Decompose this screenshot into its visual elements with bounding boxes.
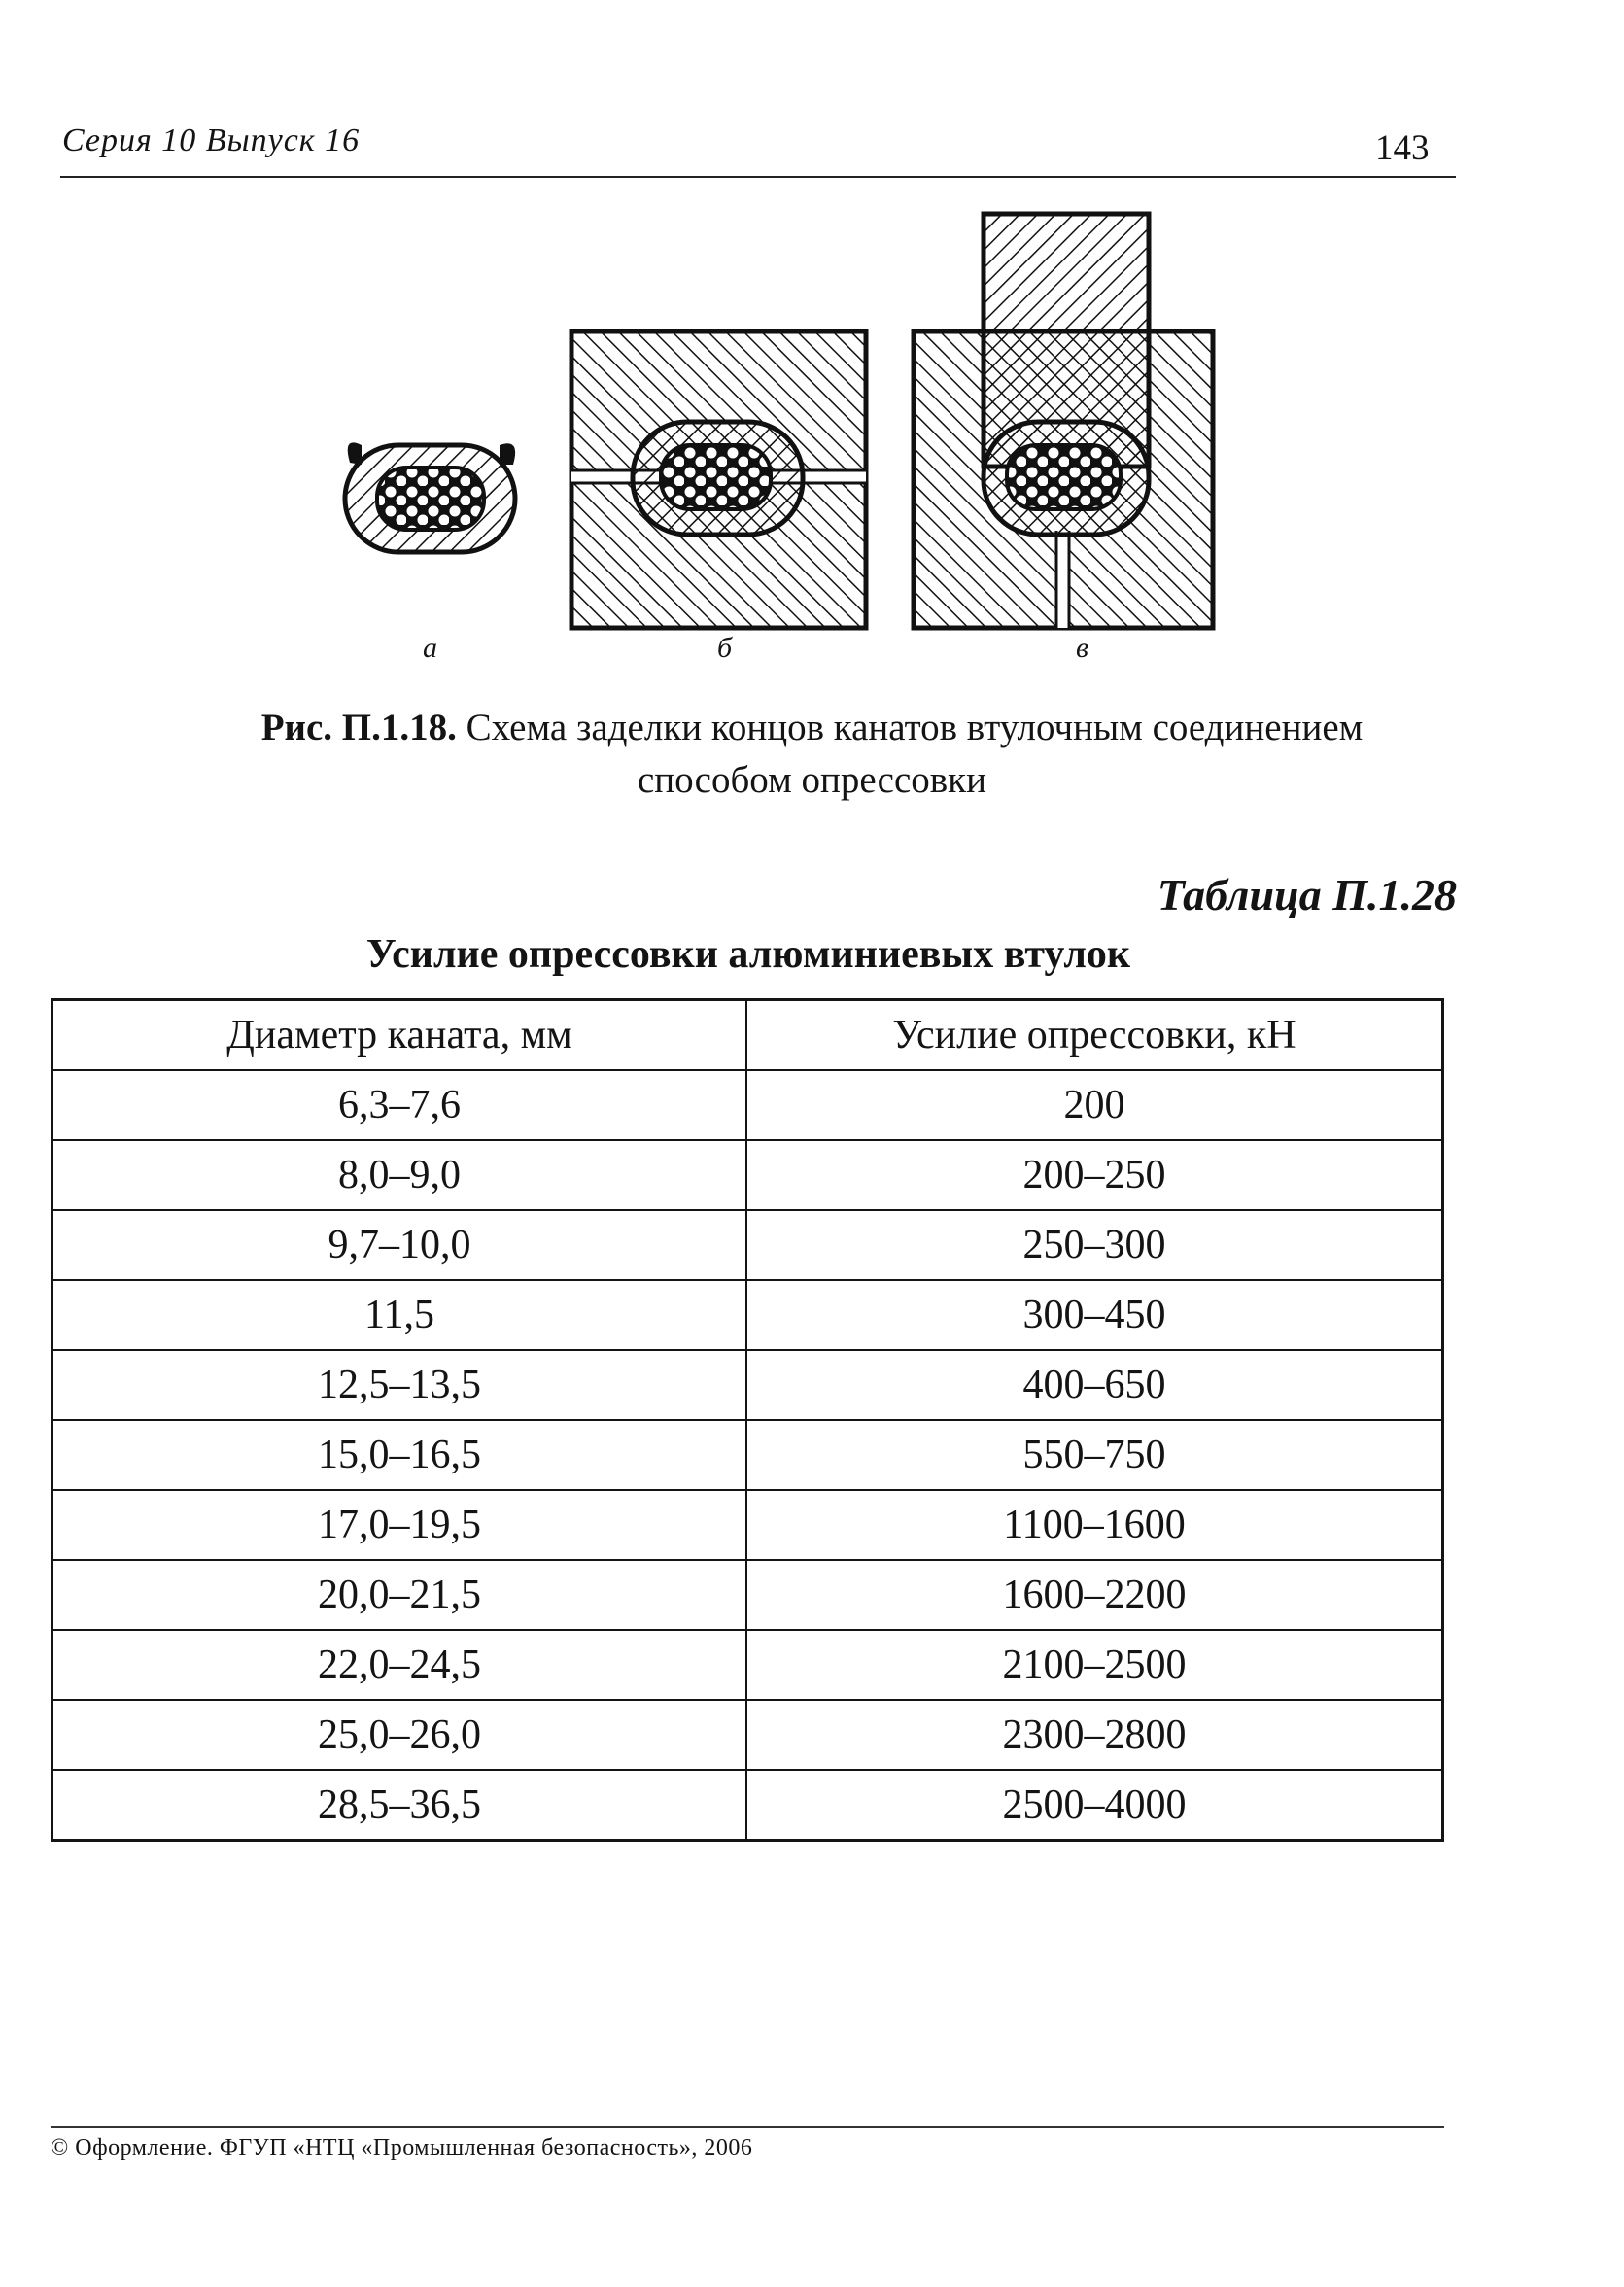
diameter-cell: 9,7–10,0 [52, 1210, 747, 1280]
table-row [52, 1210, 1443, 1280]
table-row [52, 1490, 1443, 1560]
rope-sleeve-figure [0, 0, 1624, 680]
header-series: Серия 10 Выпуск 16 [62, 122, 361, 158]
table-row [52, 1770, 1443, 1841]
header-diameter: Диаметр каната, мм [52, 1000, 747, 1071]
force-cell: 1600–2200 [746, 1560, 1443, 1630]
force-cell: 2100–2500 [746, 1630, 1443, 1700]
figure-label-b: б [717, 632, 733, 664]
figure-label-a: а [423, 632, 437, 664]
force-cell: 200–250 [746, 1140, 1443, 1210]
diameter-cell: 11,5 [52, 1280, 747, 1350]
table-header-row [52, 1000, 1443, 1071]
table-row [52, 1560, 1443, 1630]
diameter-cell: 6,3–7,6 [52, 1070, 747, 1140]
diameter-cell: 17,0–19,5 [52, 1490, 747, 1560]
header-force: Усилие опрессовки, кН [746, 1000, 1443, 1071]
diameter-cell: 25,0–26,0 [52, 1700, 747, 1770]
table-label: Таблица П.1.28 [1157, 870, 1457, 919]
force-cell: 2500–4000 [746, 1770, 1443, 1841]
figure-label-c: в [1076, 632, 1089, 664]
force-cell: 250–300 [746, 1210, 1443, 1280]
table-row [52, 1070, 1443, 1140]
pressing-force-table [51, 998, 1444, 1842]
figure-a-pressed-sleeve [345, 442, 515, 552]
caption-line-1: Схема заделки концов канатов втулочным соединением [466, 707, 1364, 748]
table-title: Усилие опрессовки алюминиевых втулок [365, 932, 1131, 977]
diameter-cell: 12,5–13,5 [52, 1350, 747, 1420]
footer-divider [51, 2126, 1444, 2128]
diameter-cell: 22,0–24,5 [52, 1630, 747, 1700]
figure-c-die-with-punch [914, 214, 1213, 628]
force-cell: 550–750 [746, 1420, 1443, 1490]
force-cell: 300–450 [746, 1280, 1443, 1350]
table-row [52, 1630, 1443, 1700]
table-row [52, 1420, 1443, 1490]
footer-copyright: © Оформление. ФГУП «НТЦ «Промышленная безопасность», 2006 [51, 2135, 753, 2161]
diameter-cell: 15,0–16,5 [52, 1420, 747, 1490]
force-cell: 200 [746, 1070, 1443, 1140]
page-number: 143 [1375, 128, 1430, 168]
table-row [52, 1700, 1443, 1770]
diameter-cell: 8,0–9,0 [52, 1140, 747, 1210]
diameter-cell: 28,5–36,5 [52, 1770, 747, 1841]
caption-line-2: способом опрессовки [638, 759, 986, 801]
table-row [52, 1140, 1443, 1210]
diameter-cell: 20,0–21,5 [52, 1560, 747, 1630]
figure-b-split-die [571, 331, 866, 628]
force-cell: 2300–2800 [746, 1700, 1443, 1770]
force-cell: 1100–1600 [746, 1490, 1443, 1560]
figure-caption [0, 702, 1624, 807]
table-row [52, 1350, 1443, 1420]
force-cell: 400–650 [746, 1350, 1443, 1420]
caption-number: Рис. П.1.18. [260, 707, 457, 748]
table-row [52, 1280, 1443, 1350]
